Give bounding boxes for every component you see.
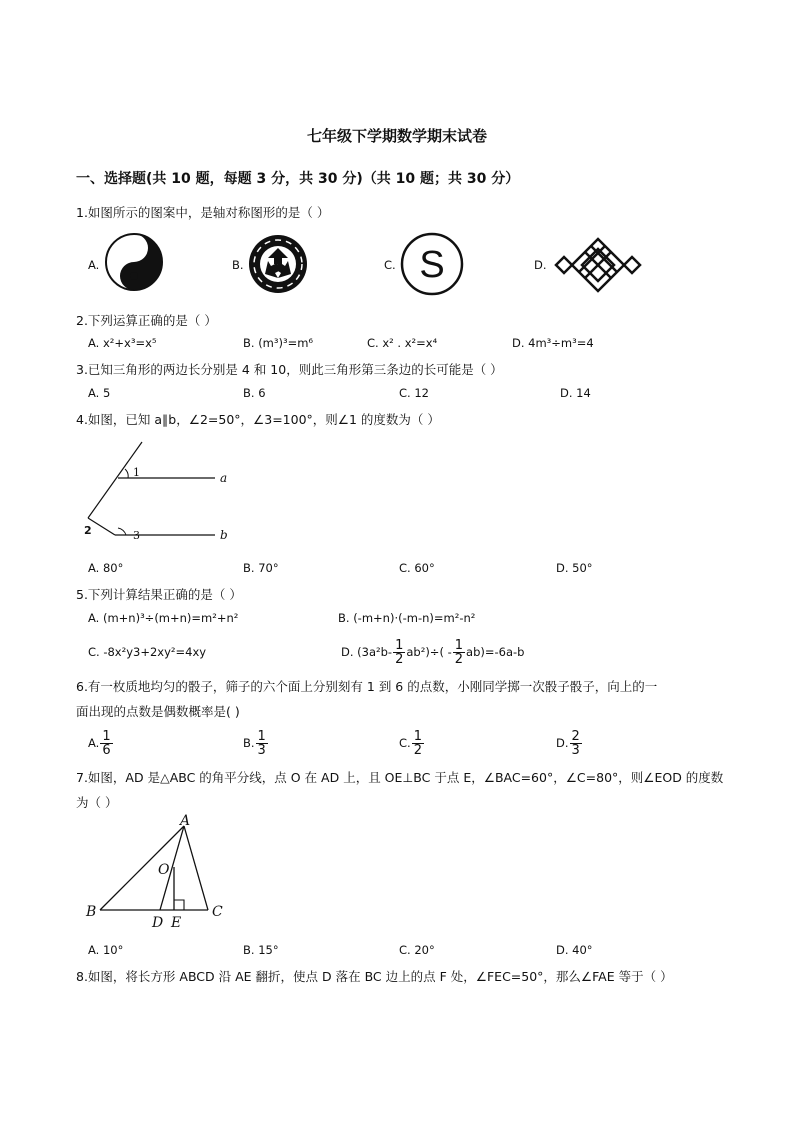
- question-6-stem-line-2: 面出现的点数是偶数概率是( ): [76, 704, 240, 719]
- q6-c-fraction: [412, 730, 424, 757]
- q5-d-pre: D. (3a²b-: [341, 645, 393, 659]
- q5-d-mid: ab²)÷( -: [406, 645, 452, 659]
- q3-option-c: C. 12: [399, 386, 429, 400]
- fig-label-3: 3: [133, 529, 140, 542]
- triangle-figure: [82, 812, 232, 932]
- q6-option-c: [399, 726, 425, 760]
- fig-label-O: O: [158, 862, 170, 878]
- fig-label-A: A: [180, 813, 191, 829]
- q6-b-num: 1: [257, 728, 266, 744]
- q2-option-b: B. (m³)³=m⁶: [243, 336, 314, 350]
- question-5-stem: 5.下列计算结果正确的是（ ）: [76, 587, 242, 602]
- q2-option-c: C. x² . x²=x⁴: [367, 336, 438, 350]
- q7-option-a: A. 10°: [88, 943, 124, 957]
- q5-d-den2: 2: [454, 651, 464, 667]
- q6-a-den: 6: [102, 742, 111, 758]
- q7-option-b: B. 15°: [243, 943, 279, 957]
- q6-c-label: C.: [399, 736, 411, 750]
- q5-d-fraction-1: [393, 639, 405, 666]
- section-heading: 一、选择题(共 10 题，每题 3 分，共 30 分)（共 10 题；共 30 分）: [76, 171, 520, 187]
- q6-d-den: 3: [571, 742, 580, 758]
- q6-b-label: B.: [243, 736, 255, 750]
- question-4-stem: 4.如图，已知 a∥b，∠2=50°，∠3=100°，则∠1 的度数为（ ）: [76, 412, 440, 427]
- q5-option-a: A. (m+n)³÷(m+n)=m²+n²: [88, 611, 239, 625]
- q6-option-d: [556, 726, 583, 760]
- q6-c-den: 2: [413, 742, 422, 758]
- q1-option-a-label: A.: [88, 258, 100, 272]
- parallel-lines-figure: [80, 440, 240, 545]
- q7-option-c: C. 20°: [399, 943, 435, 957]
- q5-d-post: ab)=-6a-b: [466, 645, 525, 659]
- q5-d-den1: 2: [395, 651, 404, 667]
- q5-option-b: B. (-m+n)·(-m-n)=m²-n²: [338, 611, 476, 625]
- q5-option-d: [341, 634, 524, 670]
- q4-option-b: B. 70°: [243, 561, 279, 575]
- letter-s-circle-icon: [400, 232, 464, 296]
- fig-label-a: a: [220, 471, 228, 485]
- q6-d-fraction: [570, 730, 582, 757]
- yin-yang-icon: [104, 232, 164, 292]
- q6-b-fraction: [256, 730, 268, 757]
- fig-label-C: C: [212, 904, 223, 920]
- q5-option-c: C. -8x²y3+2xy²=4xy: [88, 645, 207, 659]
- page-title: 七年级下学期数学期末试卷: [306, 127, 487, 145]
- q6-option-a: [88, 726, 114, 760]
- q2-option-a: A. x²+x³=x⁵: [88, 336, 157, 350]
- q6-a-label: A.: [88, 736, 100, 750]
- svg-text:S: S: [419, 244, 445, 286]
- q6-d-label: D.: [556, 736, 569, 750]
- q3-option-a: A. 5: [88, 386, 111, 400]
- q6-d-num: 2: [571, 728, 580, 744]
- q6-c-num: 1: [413, 728, 422, 744]
- fig-label-E: E: [171, 915, 182, 931]
- q6-option-b: [243, 726, 269, 760]
- question-3-stem: 3.已知三角形的两边长分别是 4 和 10，则此三角形第三条边的长可能是（ ）: [76, 362, 503, 377]
- fig-label-1: 1: [133, 466, 140, 479]
- q5-d-num2: 1: [454, 637, 464, 653]
- fig-label-D: D: [152, 915, 164, 931]
- question-8-stem: 8.如图，将长方形 ABCD 沿 AE 翻折，使点 D 落在 BC 边上的点 F 处，∠FEC=50°，那么∠FAE 等于（ ）: [76, 969, 673, 984]
- q4-option-a: A. 80°: [88, 561, 124, 575]
- q4-option-d: D. 50°: [556, 561, 593, 575]
- endless-knot-icon: [552, 236, 644, 294]
- q7-option-d: D. 40°: [556, 943, 593, 957]
- q1-option-b-label: B.: [232, 258, 244, 272]
- fig-label-B: B: [86, 904, 97, 920]
- q1-option-c-label: C.: [384, 258, 396, 272]
- fig-label-2: 2: [84, 524, 92, 537]
- question-7-stem-line-2: 为（ ）: [76, 795, 118, 810]
- q5-d-num1: 1: [395, 637, 404, 653]
- question-2-stem: 2.下列运算正确的是（ ）: [76, 313, 217, 328]
- q3-option-d: D. 14: [560, 386, 591, 400]
- question-6-stem-line-1: 6.有一枚质地均匀的骰子，筛子的六个面上分别刻有 1 到 6 的点数，小刚同学掷一次骰子骰子，向上的一: [76, 679, 658, 694]
- q6-a-fraction: [100, 730, 112, 757]
- q3-option-b: B. 6: [243, 386, 266, 400]
- fig-label-b: b: [220, 528, 228, 542]
- q6-b-den: 3: [257, 742, 266, 758]
- q6-a-num: 1: [102, 728, 111, 744]
- q5-d-fraction-2: [453, 639, 465, 666]
- question-7-stem-line-1: 7.如图，AD 是△ABC 的角平分线，点 O 在 AD 上，且 OE⊥BC 于点 E，∠BAC=60°，∠C=80°，则∠EOD 的度数: [76, 770, 724, 785]
- q1-option-d-label: D.: [534, 258, 547, 272]
- q2-option-d: D. 4m³÷m³=4: [512, 336, 594, 350]
- question-1-stem: 1.如图所示的图案中，是轴对称图形的是（ ）: [76, 205, 330, 220]
- q4-option-c: C. 60°: [399, 561, 435, 575]
- recycle-circle-icon: [248, 234, 308, 294]
